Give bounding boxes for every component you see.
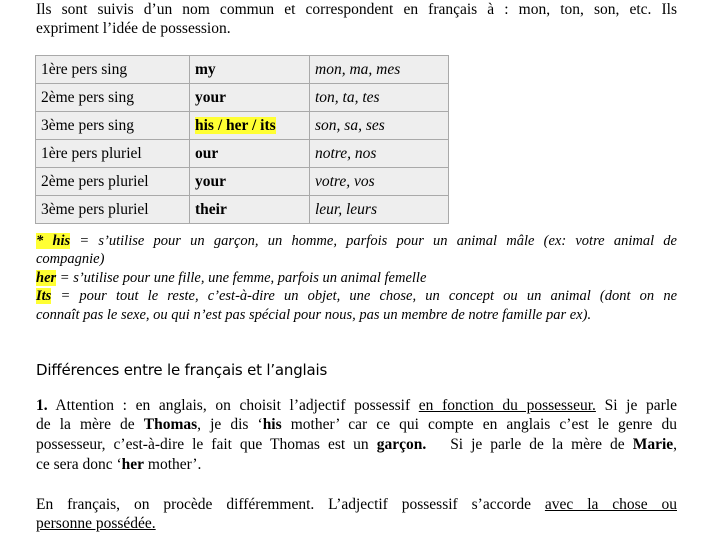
note-her-text: = s’utilise pour une fille, une femme, parfois un animal femelle — [56, 270, 427, 286]
para1-text-a-end: Si je parle — [595, 397, 677, 414]
para1-underline: en fonction du possesseur. — [418, 397, 596, 414]
para2-underline-b: personne possédée. — [36, 515, 156, 532]
para2-text-a: En français, on procède différemment. L’adjectif possessif s’accorde — [36, 496, 545, 513]
note-his-line-2: compagnie) — [36, 251, 105, 267]
para1-text-c2: Si je parle de la mère de — [426, 436, 633, 453]
french-cell: votre, vos — [310, 168, 449, 196]
english-cell: your — [190, 84, 310, 112]
person-cell: 3ème pers sing — [36, 112, 190, 140]
para1-text-d2: mother’. — [144, 456, 202, 473]
word-his: his — [262, 416, 282, 433]
table-row — [36, 196, 449, 224]
para1-line-4 — [36, 455, 677, 475]
intro-line-1: Ils sont suivis d’un nom commun et correspondent en français à : mon, ton, son, etc. Ils — [36, 1, 677, 18]
possessive-table — [35, 55, 449, 224]
note-its-line-1 — [36, 287, 677, 306]
person-cell: 1ère pers sing — [36, 56, 190, 84]
table-row — [36, 56, 449, 84]
french-cell: notre, nos — [310, 140, 449, 168]
person-cell: 3ème pers pluriel — [36, 196, 190, 224]
note-its-line-2: connaît pas le sexe, ou qui n’est pas spécial pour nous, pas un membre de notre famille par ex). — [36, 307, 592, 323]
intro-line-2: expriment l’idée de possession. — [36, 20, 231, 37]
english-cell: my — [190, 56, 310, 84]
table-row — [36, 140, 449, 168]
name-thomas: Thomas — [143, 416, 198, 433]
para1-text-c3: , — [673, 436, 678, 453]
para2-line-2 — [36, 514, 677, 534]
french-cell: ton, ta, tes — [310, 84, 449, 112]
para1-line-1 — [36, 396, 677, 416]
para1-text-c1: possesseur, c’est-à-dire le fait que Thomas est un — [36, 436, 377, 453]
english-cell: their — [190, 196, 310, 224]
para1-line-2 — [36, 415, 677, 435]
person-cell: 2ème pers sing — [36, 84, 190, 112]
para1-text-b3: mother’ car ce qui compte en anglais c’est le genre du — [281, 416, 677, 433]
section-heading: Différences entre le français et l’anglais — [36, 361, 328, 379]
table-row — [36, 84, 449, 112]
french-cell: leur, leurs — [310, 196, 449, 224]
note-his-line-1 — [36, 232, 677, 251]
its-term: Its — [36, 288, 52, 304]
note-his-text: = s’utilise pour un garçon, un homme, parfois pour un animal mâle (ex: votre animal de — [70, 233, 677, 249]
his-term: * his — [36, 233, 71, 249]
note-its-text: = pour tout le reste, c’est-à-dire un objet, une chose, un concept ou un animal (dont on ne — [51, 288, 677, 304]
note-her — [36, 269, 677, 288]
para1-text-d1: ce sera donc ‘ — [36, 456, 122, 473]
name-marie: Marie — [632, 436, 674, 453]
english-cell: our — [190, 140, 310, 168]
person-cell: 1ère pers pluriel — [36, 140, 190, 168]
para1-text-b1: de la mère de — [36, 416, 144, 433]
para1-text-a: Attention : en anglais, on choisit l’adjectif possessif — [47, 397, 419, 414]
table-row — [36, 168, 449, 196]
her-term: her — [36, 270, 57, 286]
french-cell: son, sa, ses — [310, 112, 449, 140]
word-garcon: garçon. — [376, 436, 427, 453]
para2-line-1 — [36, 495, 677, 515]
french-cell: mon, ma, mes — [310, 56, 449, 84]
para1-line-3 — [36, 435, 677, 455]
para1-text-b2: , je dis ‘ — [197, 416, 263, 433]
para1-number: 1. — [36, 397, 48, 414]
para2-underline-a: avec la chose ou — [544, 496, 677, 513]
word-her: her — [121, 456, 145, 473]
person-cell: 2ème pers pluriel — [36, 168, 190, 196]
highlighted-term: his / her / its — [195, 116, 276, 134]
english-cell: your — [190, 168, 310, 196]
english-cell — [190, 112, 310, 140]
table-row — [36, 112, 449, 140]
